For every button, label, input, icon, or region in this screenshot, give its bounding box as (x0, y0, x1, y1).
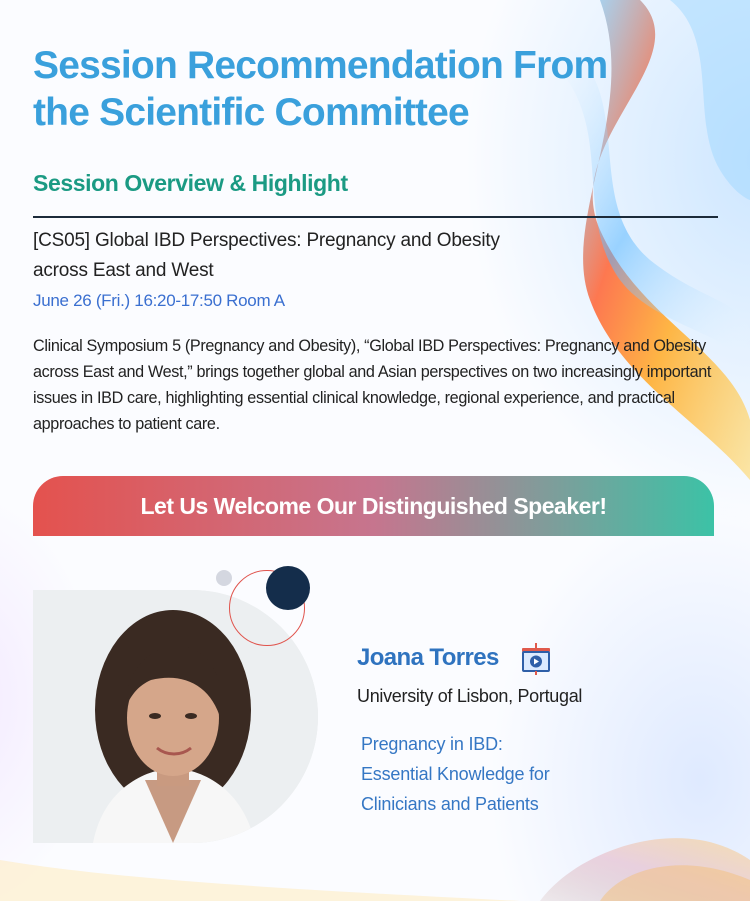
talk-title: Pregnancy in IBD: Essential Knowledge for Clinicians and Patients (361, 734, 550, 814)
decorative-dot (216, 570, 232, 586)
speaker-name: Joana Torres (357, 644, 499, 671)
divider (33, 216, 718, 218)
section-heading: Session Overview & Highlight (33, 170, 348, 196)
video-presentation-icon[interactable] (519, 642, 553, 676)
session-title: [CS05] Global IBD Perspectives: Pregnancy and Obesity across East and West (33, 230, 500, 281)
banner-text: Let Us Welcome Our Distinguished Speaker! (140, 492, 607, 519)
page-title: Session Recommendation From the Scientific Committee (33, 44, 608, 134)
speaker-affiliation: University of Lisbon, Portugal (357, 686, 583, 706)
session-description: Clinical Symposium 5 (Pregnancy and Obesity), “Global IBD Perspectives: Pregnancy and Obesity across East and West,” brings together global and Asian perspectives on two increasingly important issues in IBD care, highlighting essential clinical knowledge, regional experience, and practical approaches to patient care. (33, 337, 712, 433)
session-time: June 26 (Fri.) 16:20-17:50 Room A (33, 291, 285, 310)
decorative-dot-navy (266, 566, 310, 610)
speaker-banner (33, 476, 714, 536)
